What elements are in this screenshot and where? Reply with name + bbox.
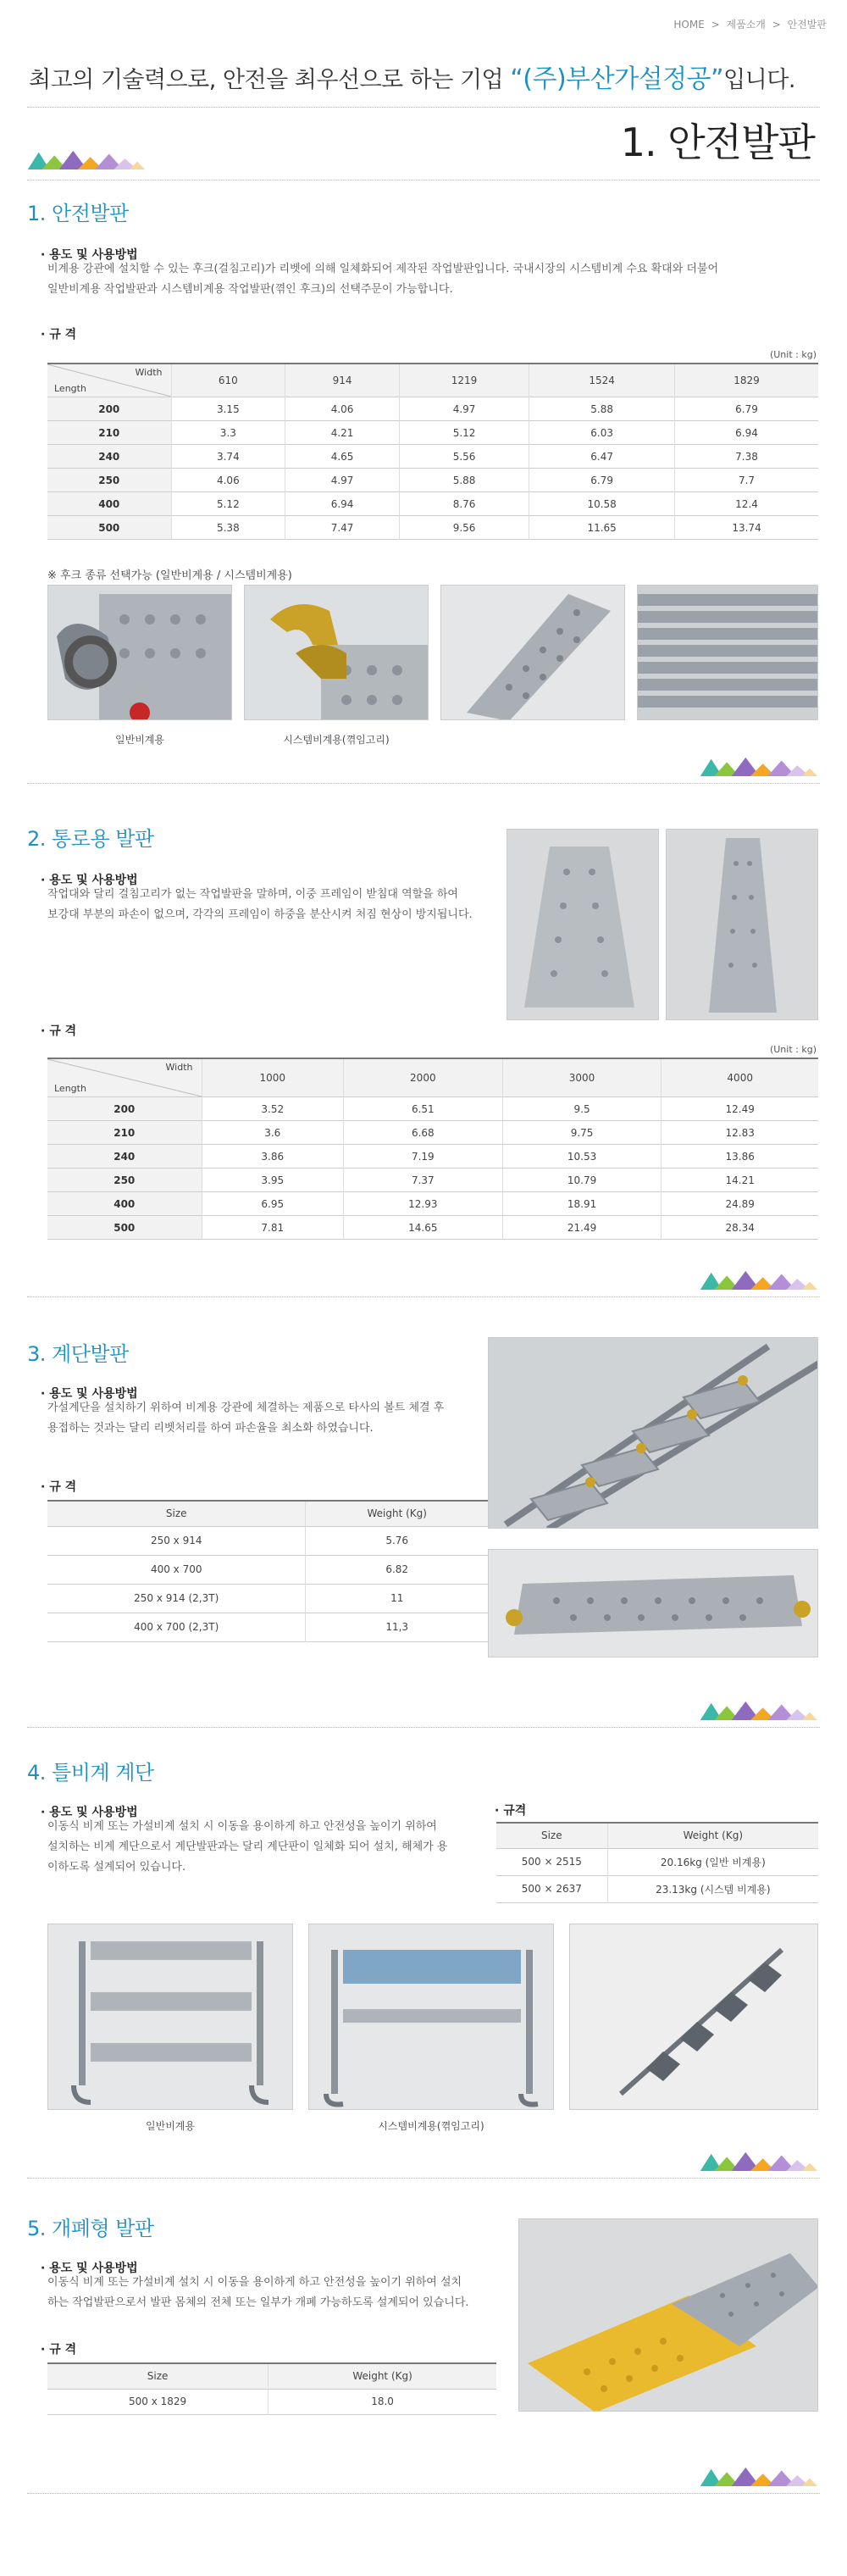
- table-row: [47, 1613, 488, 1641]
- table-cell: 10.79: [502, 1169, 662, 1192]
- table-cell: 5.88: [529, 397, 675, 421]
- frame-stair-system-photo: [308, 1924, 554, 2110]
- mountain-decoration-icon: [700, 1700, 818, 1720]
- unit-label: (Unit : kg): [769, 349, 817, 360]
- spec-heading: · 규격: [495, 1802, 526, 1818]
- photo-caption: 일반비계용: [146, 2120, 195, 2132]
- usage-line: 이하도록 설계되어 있습니다.: [47, 1861, 186, 1874]
- table-row: [47, 1192, 818, 1216]
- row-header: 400: [47, 1192, 202, 1216]
- usage-heading: · 용도 및 사용방법: [41, 871, 138, 888]
- usage-heading: · 용도 및 사용방법: [41, 2259, 138, 2276]
- table-cell: 4.21: [285, 421, 400, 445]
- table-cell: 11,3: [306, 1613, 488, 1641]
- table-cell: 6.94: [675, 421, 818, 445]
- hook-system-image: [245, 586, 429, 720]
- table-cell: 5.56: [399, 445, 529, 469]
- table-row: [47, 421, 818, 445]
- column-header: 1219: [399, 364, 529, 397]
- hook-system-photo: [244, 585, 429, 720]
- column-header: Weight (Kg): [306, 1501, 488, 1526]
- table-row: [496, 1848, 818, 1875]
- table-cell: 18.91: [502, 1192, 662, 1216]
- frame-stair-image: [48, 1924, 293, 2110]
- table-cell: 6.51: [343, 1097, 502, 1121]
- row-header: 240: [47, 1145, 202, 1169]
- table-cell: 3.15: [171, 397, 285, 421]
- table-cell: 6.79: [529, 469, 675, 492]
- usage-line: 이동식 비계 또는 가설비계 설치 시 이동을 용이하게 하고 안전성을 높이기 위하여: [47, 1820, 437, 1833]
- photo-caption: 시스템비계용(껶임고리): [283, 734, 390, 746]
- hatch-plank-photo: [518, 2218, 818, 2412]
- table-cell: 4.97: [399, 397, 529, 421]
- table-row: [47, 469, 818, 492]
- usage-description: [47, 1398, 488, 1439]
- table-cell: 28.34: [662, 1216, 818, 1240]
- section-title-passage-plank: 2. 통로용 발판: [27, 827, 154, 851]
- usage-line: 용접하는 것과는 달리 리벳처리를 하여 파손율을 최소화 하였습니다.: [47, 1422, 374, 1435]
- table-cell: 10.58: [529, 492, 675, 516]
- table-cell: 250 x 914: [150, 1535, 202, 1546]
- table-cell: 6.68: [343, 1121, 502, 1145]
- divider: [27, 1727, 820, 1728]
- spec-table-stair-plank: [47, 1500, 488, 1642]
- column-header: Size: [47, 2363, 268, 2389]
- intro-text-before: 최고의 기술력으로, 안전을 최우선으로 하는 기업: [29, 67, 511, 93]
- length-label: Length: [54, 1083, 86, 1094]
- table-row: [47, 445, 818, 469]
- table-corner: [47, 364, 171, 397]
- table-corner: [47, 1058, 202, 1097]
- table-row: [47, 2389, 496, 2414]
- spec-table-frame-stair: [496, 1822, 818, 1903]
- table-cell: 9.56: [399, 516, 529, 540]
- table-row: [47, 1216, 818, 1240]
- page-title: 1. 안전발판: [620, 119, 815, 165]
- table-cell: 4.97: [285, 469, 400, 492]
- table-row: [47, 1097, 818, 1121]
- hatch-plank-image: [519, 2219, 818, 2412]
- table-cell: 3.74: [171, 445, 285, 469]
- usage-heading: · 용도 및 사용방법: [41, 1385, 138, 1402]
- usage-line: 하는 작업발판으로서 발판 몸체의 전체 또는 일부가 개폐 가능하도록 설계되어 있습니다.: [47, 2296, 469, 2309]
- table-cell: 400 x 700: [150, 1563, 202, 1575]
- table-cell: 3.3: [171, 421, 285, 445]
- table-cell: 12.93: [343, 1192, 502, 1216]
- table-cell: 250 x 914 (2,3T): [134, 1592, 219, 1604]
- divider: [27, 783, 820, 784]
- row-header: 500: [47, 1216, 202, 1240]
- column-header: Weight (Kg): [607, 1823, 818, 1848]
- column-header: 1829: [675, 364, 818, 397]
- spec-heading: · 규 격: [41, 2340, 76, 2357]
- table-cell: 500 × 2515: [521, 1856, 582, 1868]
- plank-image: [507, 830, 659, 1020]
- table-row: [47, 1555, 488, 1584]
- table-cell: 12.49: [662, 1097, 818, 1121]
- table-row: [47, 1121, 818, 1145]
- table-cell: 9.5: [502, 1097, 662, 1121]
- usage-heading: · 용도 및 사용방법: [41, 246, 138, 263]
- table-cell: 5.76: [306, 1526, 488, 1555]
- usage-description: [47, 1817, 488, 1878]
- hook-general-photo: [47, 585, 232, 720]
- stair-plank-photo: [488, 1549, 818, 1657]
- table-cell: 5.12: [171, 492, 285, 516]
- spec-table-hatch-plank: [47, 2362, 496, 2415]
- usage-description: [47, 885, 505, 925]
- row-header: 200: [47, 1097, 202, 1121]
- column-header: Weight (Kg): [268, 2363, 496, 2389]
- column-header: 4000: [662, 1058, 818, 1097]
- width-label: Width: [135, 367, 163, 378]
- section-title-safety-plank: 1. 안전발판: [27, 202, 129, 225]
- table-cell: 7.7: [675, 469, 818, 492]
- unit-label: (Unit : kg): [769, 1044, 817, 1055]
- mountain-decoration-icon: [700, 756, 818, 776]
- table-cell: 7.81: [202, 1216, 343, 1240]
- table-cell: 4.06: [171, 469, 285, 492]
- breadcrumb-current: 안전발판: [787, 19, 827, 31]
- photo-caption: 시스템비계용(껶임고리): [378, 2120, 484, 2132]
- column-header: 1000: [202, 1058, 343, 1097]
- usage-line: 설치하는 비계 계단으로서 계단발판과는 달리 계단판이 일체화 되어 설치, 해체가 용: [47, 1840, 448, 1853]
- mountain-decoration-icon: [700, 1269, 818, 1290]
- plank-image: [441, 586, 625, 720]
- stacked-planks-photo: [637, 585, 818, 720]
- table-cell: 7.47: [285, 516, 400, 540]
- table-cell: 6.82: [306, 1555, 488, 1584]
- intro-company: “(주)부산가설정공”: [510, 64, 724, 94]
- table-cell: 7.37: [343, 1169, 502, 1192]
- section-title-hatch-plank: 5. 개폐형 발판: [27, 2217, 154, 2240]
- passage-plank-photo: [440, 585, 625, 720]
- table-cell: 7.19: [343, 1145, 502, 1169]
- row-header: 400: [47, 492, 171, 516]
- stacked-planks-image: [638, 586, 818, 720]
- table-cell: 3.52: [202, 1097, 343, 1121]
- photo-caption: 일반비계용: [115, 734, 164, 746]
- table-cell: 11.65: [529, 516, 675, 540]
- table-cell: 4.65: [285, 445, 400, 469]
- table-cell: 6.95: [202, 1192, 343, 1216]
- table-row: [47, 1584, 488, 1613]
- table-row: [47, 1169, 818, 1192]
- mountain-decoration-icon: [27, 149, 146, 169]
- frame-stair-image: [570, 1924, 818, 2110]
- table-cell: 4.06: [285, 397, 400, 421]
- breadcrumb-parent[interactable]: 제품소개: [726, 19, 766, 31]
- width-label: Width: [165, 1062, 193, 1073]
- table-cell: 10.53: [502, 1145, 662, 1169]
- row-header: 250: [47, 1169, 202, 1192]
- table-cell: 12.4: [675, 492, 818, 516]
- table-cell: 24.89: [662, 1192, 818, 1216]
- table-cell: 5.12: [399, 421, 529, 445]
- table-cell: 5.88: [399, 469, 529, 492]
- frame-stair-image: [309, 1924, 554, 2110]
- table-cell: 3.95: [202, 1169, 343, 1192]
- table-cell: 11: [306, 1584, 488, 1613]
- divider: [27, 1296, 820, 1297]
- table-cell: 9.75: [502, 1121, 662, 1145]
- table-cell: 6.79: [675, 397, 818, 421]
- frame-stair-general-photo: [47, 1924, 293, 2110]
- spec-heading: · 규 격: [41, 1022, 76, 1039]
- table-row: [47, 397, 818, 421]
- column-header: 1524: [529, 364, 675, 397]
- usage-description: [47, 2273, 522, 2313]
- column-header: Size: [47, 1501, 306, 1526]
- row-header: 500: [47, 516, 171, 540]
- stair-plank-image: [489, 1550, 818, 1657]
- usage-line: 이동식 비계 또는 가설비계 설치 시 이동을 용이하게 하고 안전성을 높이기 위하여 설치: [47, 2276, 462, 2289]
- breadcrumb-separator: >: [772, 19, 781, 31]
- section-title-stair-plank: 3. 계단발판: [27, 1342, 129, 1366]
- table-cell: 8.76: [399, 492, 529, 516]
- table-cell: 20.16kg (일반 비계용): [607, 1848, 818, 1875]
- table-cell: 23.13kg (시스템 비계용): [607, 1875, 818, 1902]
- table-cell: 500 x 1829: [128, 2396, 187, 2407]
- plank-image: [667, 830, 818, 1020]
- divider: [27, 107, 820, 108]
- table-cell: 400 x 700 (2,3T): [134, 1621, 219, 1633]
- spec-table-safety-plank: [47, 363, 818, 540]
- usage-line: 작업대와 달리 걸침고리가 없는 작업발판을 말하며, 이중 프레임이 받침대 역할을 하여: [47, 888, 458, 901]
- breadcrumb: [670, 17, 827, 31]
- spec-heading: · 규 격: [41, 325, 76, 342]
- table-cell: 12.83: [662, 1121, 818, 1145]
- hook-type-note: ※ 후크 종류 선택가능 (일반비계용 / 시스템비계용): [47, 569, 292, 582]
- table-row: [47, 1526, 488, 1555]
- length-label: Length: [54, 383, 86, 394]
- divider: [27, 2493, 820, 2494]
- column-header: Size: [496, 1823, 607, 1848]
- row-header: 240: [47, 445, 171, 469]
- column-header: 610: [171, 364, 285, 397]
- stair-assembly-photo: [488, 1337, 818, 1529]
- table-cell: 7.38: [675, 445, 818, 469]
- mountain-decoration-icon: [700, 2466, 818, 2486]
- table-cell: 3.6: [202, 1121, 343, 1145]
- frame-stair-side-photo: [569, 1924, 818, 2110]
- usage-heading: · 용도 및 사용방법: [41, 1803, 138, 1820]
- table-cell: 21.49: [502, 1216, 662, 1240]
- section-title-frame-stair: 4. 틀비계 계단: [27, 1761, 154, 1785]
- table-cell: 13.86: [662, 1145, 818, 1169]
- usage-line: 가설계단을 설치하기 위하여 비계용 강관에 체결하는 제품으로 타사의 볼트 체결 후: [47, 1402, 445, 1414]
- usage-description: [47, 259, 818, 300]
- row-header: 210: [47, 421, 171, 445]
- column-header: 2000: [343, 1058, 502, 1097]
- breadcrumb-home[interactable]: HOME: [673, 19, 705, 31]
- usage-line: 일반비계용 작업발판과 시스템비계용 작업발판(껶인 후크)의 선택주문이 가능합니다.: [47, 283, 453, 296]
- row-header: 250: [47, 469, 171, 492]
- row-header: 210: [47, 1121, 202, 1145]
- intro-text-after: 입니다.: [723, 67, 795, 93]
- table-cell: 18.0: [268, 2389, 496, 2414]
- table-cell: 5.38: [171, 516, 285, 540]
- table-cell: 6.47: [529, 445, 675, 469]
- table-cell: 6.03: [529, 421, 675, 445]
- column-header: 914: [285, 364, 400, 397]
- intro-slogan: [29, 58, 795, 95]
- table-cell: 6.94: [285, 492, 400, 516]
- table-cell: 14.65: [343, 1216, 502, 1240]
- table-cell: 3.86: [202, 1145, 343, 1169]
- breadcrumb-separator: >: [711, 19, 720, 31]
- table-cell: 14.21: [662, 1169, 818, 1192]
- stair-image: [489, 1338, 818, 1529]
- passage-plank-photo-2: [666, 829, 818, 1020]
- table-cell: 500 × 2637: [521, 1883, 582, 1895]
- spec-table-passage-plank: [47, 1058, 818, 1240]
- row-header: 200: [47, 397, 171, 421]
- usage-line: 보강대 부분의 파손이 없으며, 각각의 프레임이 하중을 분산시켜 처짐 현상이 방지됩니다.: [47, 908, 473, 921]
- table-row: [47, 492, 818, 516]
- hook-general-image: [48, 586, 232, 720]
- usage-line: 비계용 강관에 설치할 수 있는 후크(걸침고리)가 리벳에 의해 일체화되어 제작된 작업발판입니다. 국내시장의 시스템비계 수요 확대와 더불어: [47, 263, 719, 275]
- table-row: [496, 1875, 818, 1902]
- divider: [27, 2178, 820, 2179]
- table-row: [47, 1145, 818, 1169]
- table-cell: 13.74: [675, 516, 818, 540]
- mountain-decoration-icon: [700, 2151, 818, 2171]
- table-row: [47, 516, 818, 540]
- column-header: 3000: [502, 1058, 662, 1097]
- spec-heading: · 규 격: [41, 1478, 76, 1495]
- passage-plank-photo-1: [507, 829, 659, 1020]
